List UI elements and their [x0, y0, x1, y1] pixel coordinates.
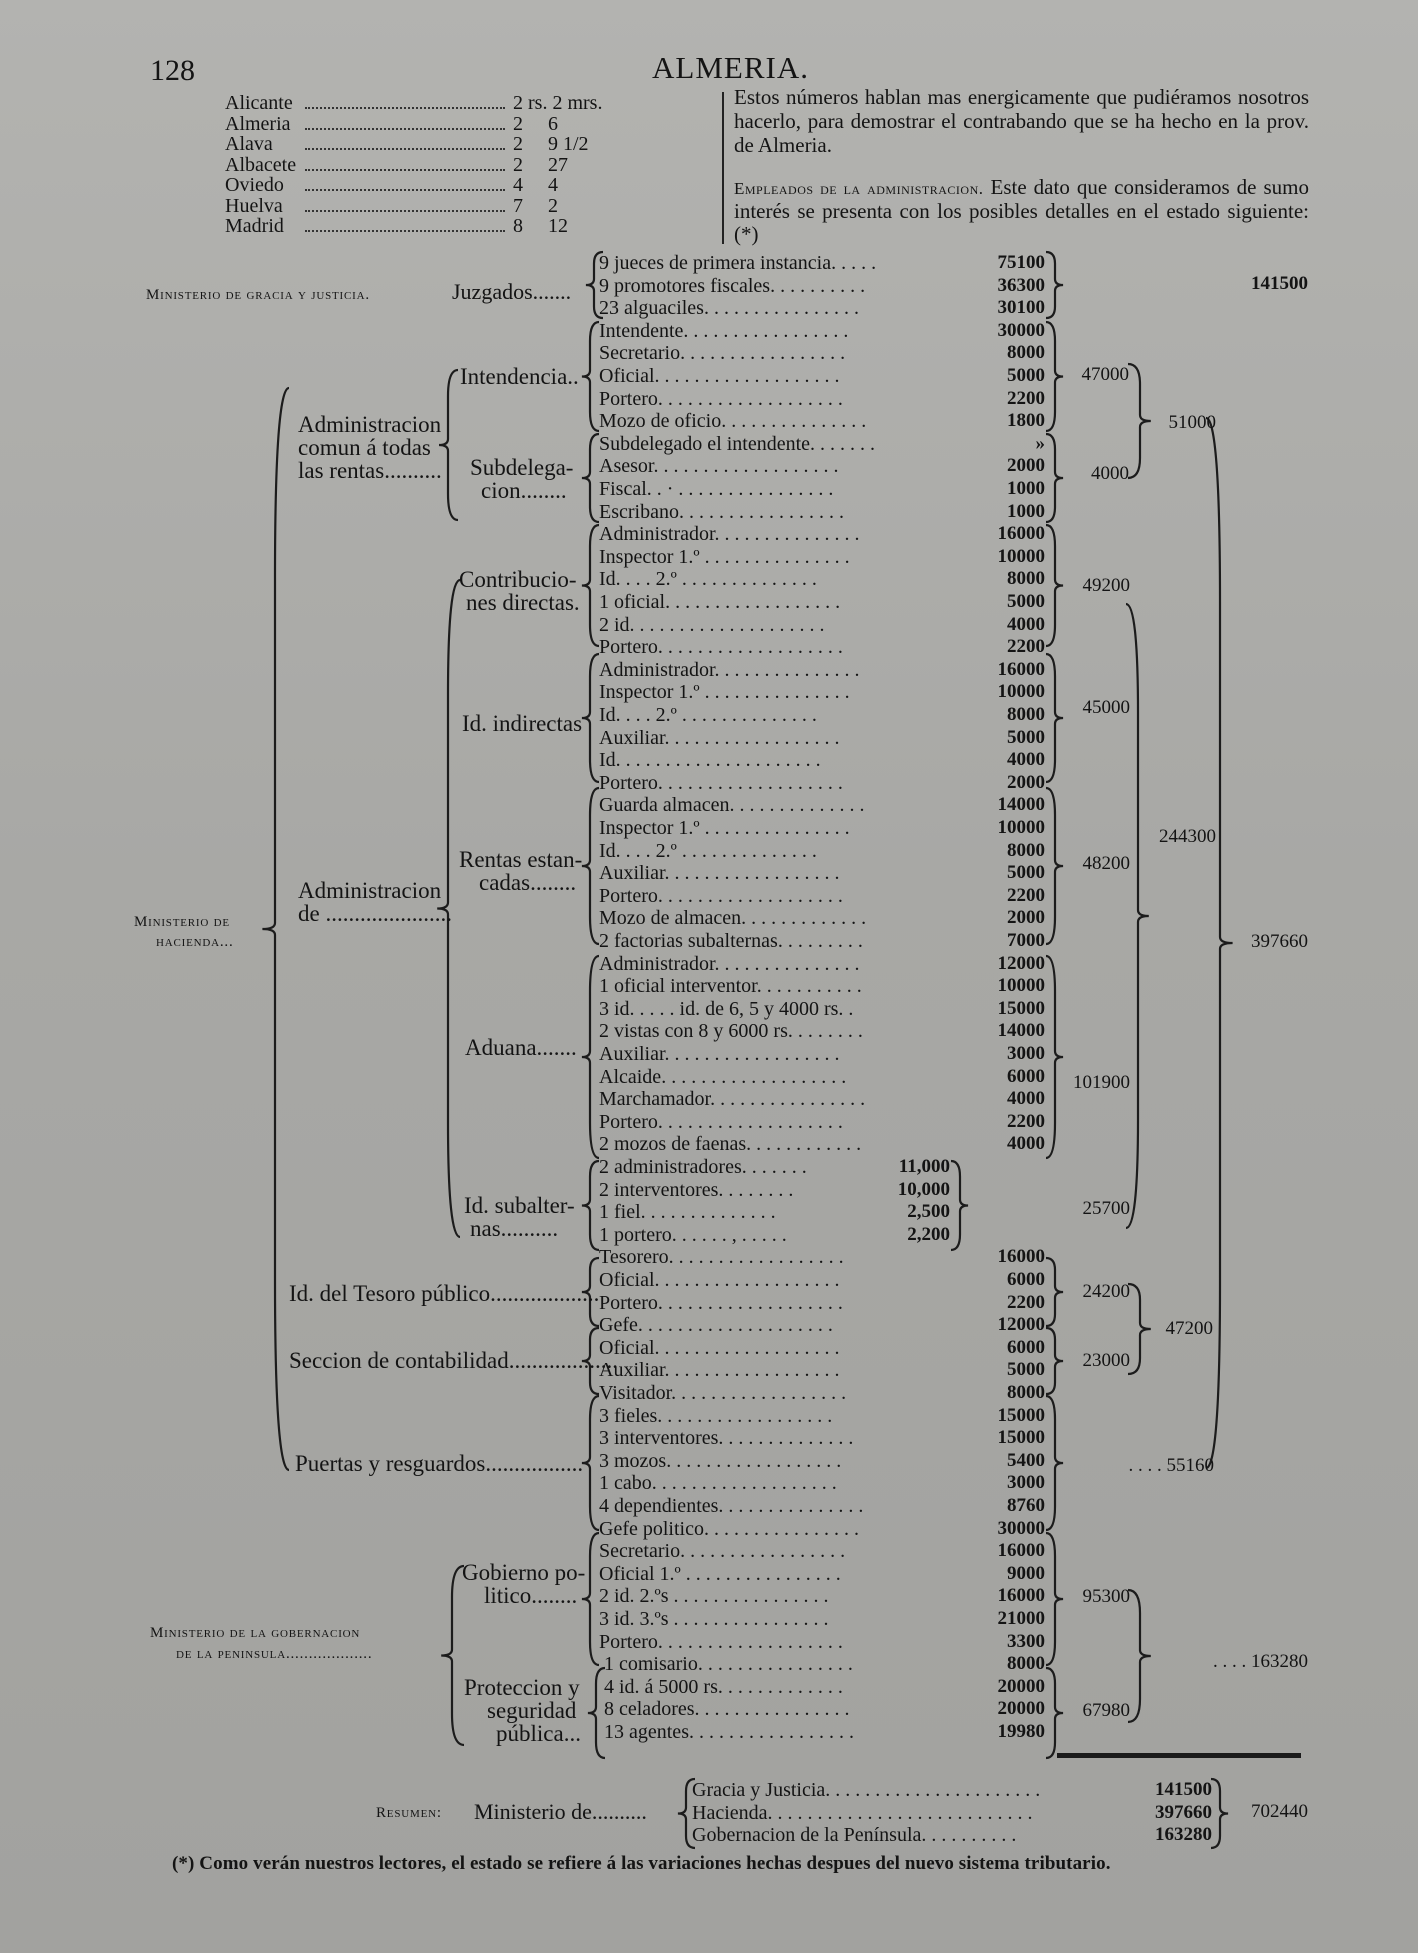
row-label: 1 oficial. . . . . . . . . . . . . . . . . . [599, 591, 841, 613]
row-label: Fiscal. . · . . . . . . . . . . . . . . . . [599, 478, 834, 500]
row-label: 1 portero. . . . . . , . . . . . [599, 1223, 787, 1246]
row-label: 1 fiel. . . . . . . . . . . . . . [599, 1201, 776, 1224]
row-value: 6000 [1007, 1269, 1045, 1290]
gobierno-line2: litico........ [484, 1583, 578, 1608]
aduana-label: Aduana....... [465, 1035, 577, 1060]
row-label: 2 factorias subalternas. . . . . . . . . [599, 930, 863, 952]
row-value: 2200 [1007, 1110, 1045, 1132]
subtotal-subdelegacion: 4000 [1091, 463, 1129, 484]
row-label: 9 jueces de primera instancia. . . . . [599, 252, 877, 274]
subtotal-puertas: . . . . 55160 [1128, 1455, 1214, 1476]
page-number: 128 [150, 54, 195, 87]
subtotal-contribuciones: 49200 [1082, 575, 1130, 596]
subtotal-indirectas: 45000 [1082, 697, 1130, 718]
row-value: 8000 [1007, 1653, 1045, 1675]
brace-indirectas [582, 654, 599, 782]
admin-de-line2: de ...................... [298, 901, 452, 926]
brace-aduana-r [1046, 956, 1063, 1158]
summary-rule [1057, 1753, 1301, 1758]
total-hacienda: 397660 [1251, 931, 1308, 952]
row-value: 4000 [1007, 1133, 1045, 1155]
brace-summary-r [1211, 1779, 1228, 1848]
subtotal-estancadas: 48200 [1082, 853, 1130, 874]
row-value: 2000 [1007, 771, 1045, 793]
brace-intendencia-r [1046, 322, 1063, 431]
brace-subdelegacion [582, 434, 599, 522]
row-value: 8000 [1007, 704, 1045, 725]
brace-proteccion [588, 1668, 605, 1758]
row-label: 3 fieles. . . . . . . . . . . . . . . . . . [599, 1404, 833, 1427]
brace-subalternas-r [951, 1161, 968, 1250]
brace-contribuciones [582, 525, 599, 646]
subtotal-proteccion: 67980 [1082, 1700, 1130, 1721]
row-value: 12000 [997, 1314, 1045, 1336]
row-label: Asesor. . . . . . . . . . . . . . . . . . . [599, 455, 839, 478]
indirectas-label: Id. indirectas [462, 711, 583, 736]
summary-total: 702440 [1251, 1801, 1308, 1822]
row-value: 10000 [997, 817, 1045, 838]
tesoro-label: Id. del Tesoro público................... [289, 1281, 600, 1306]
row-label: Inspector 1.º . . . . . . . . . . . . . . . [599, 545, 850, 568]
subtotal-tesoro: 24200 [1082, 1281, 1130, 1302]
admin-comun-line2: comun á todas [298, 435, 431, 460]
brace-intendencia [582, 322, 599, 431]
row-value: 16000 [997, 1585, 1045, 1607]
row-value: 9000 [1007, 1562, 1045, 1584]
brace-subdelegacion-r [1046, 434, 1063, 522]
row-label: Gefe. . . . . . . . . . . . . . . . . . . . [599, 1314, 833, 1337]
page-title: ALMERIA. [652, 50, 809, 85]
row-value: 15000 [997, 1404, 1045, 1426]
row-value: 1800 [1007, 410, 1045, 432]
row-label: 3 id. . . . . id. de 6, 5 y 4000 rs. . [599, 997, 854, 1020]
row-value: 11,000 [898, 1156, 950, 1177]
row-label: Gefe politico. . . . . . . . . . . . . . . . [599, 1517, 859, 1540]
row-value: 30100 [997, 297, 1045, 319]
brace-estancadas-r [1046, 788, 1063, 944]
price-value: 7 2 [513, 194, 558, 217]
subtotal-gobierno: 95300 [1082, 1586, 1130, 1607]
row-label: Auxiliar. . . . . . . . . . . . . . . . . . [599, 862, 840, 885]
row-value: 16000 [997, 1540, 1045, 1562]
row-label: 23 alguaciles. . . . . . . . . . . . . . . . [599, 297, 859, 320]
row-value: 3300 [1007, 1630, 1045, 1652]
row-label: 2 interventores. . . . . . . . [599, 1178, 794, 1201]
ministerio-gracia-label: Ministerio de gracia y justicia. [146, 287, 370, 303]
ministerio-gobernacion-line1: Ministerio de la gobernacion [150, 1625, 361, 1641]
summary-row [692, 1802, 1212, 1824]
proteccion-line1: Proteccion y [464, 1675, 580, 1700]
brace-hacienda [262, 388, 289, 1470]
row-value: 8760 [1007, 1495, 1045, 1516]
summary-row [692, 1824, 1212, 1846]
price-value: 2 9 1/2 [513, 133, 589, 155]
contabilidad-label: Seccion de contabilidad................... [289, 1348, 618, 1373]
row-value: 8000 [1007, 568, 1045, 590]
row-label: 3 interventores. . . . . . . . . . . . . . [599, 1427, 854, 1450]
row-label: 1 cabo. . . . . . . . . . . . . . . . . . . [599, 1472, 837, 1495]
row-label: Administrador. . . . . . . . . . . . . . . [599, 952, 860, 975]
row-value: 3000 [1007, 1472, 1045, 1494]
row-value: 16000 [997, 658, 1045, 680]
row-value: 2000 [1007, 907, 1045, 929]
row-label: Tesorero. . . . . . . . . . . . . . . . . . [599, 1246, 844, 1269]
brace-puertas [582, 1396, 599, 1530]
brace-juzgados-r [1046, 252, 1063, 318]
row-label: 3 id. 3.ºs . . . . . . . . . . . . . . . . [599, 1608, 829, 1630]
contribuciones-line2: nes directas. [466, 590, 580, 615]
row-label: Portero. . . . . . . . . . . . . . . . . . . [599, 884, 843, 907]
row-label: Id. . . . 2.º . . . . . . . . . . . . . . [599, 568, 817, 591]
row-label: 2 mozos de faenas. . . . . . . . . . . . [599, 1133, 862, 1156]
row-value: 5000 [1007, 862, 1045, 884]
row-label: Guarda almacen. . . . . . . . . . . . . . [599, 794, 865, 817]
row-label: 4 id. á 5000 rs. . . . . . . . . . . . . [604, 1675, 843, 1698]
subdelegacion-line2: cion........ [481, 478, 567, 503]
row-label: Portero. . . . . . . . . . . . . . . . . . . [599, 1630, 843, 1653]
row-label: 2 vistas con 8 y 6000 rs. . . . . . . . [599, 1020, 863, 1043]
row-value: 12000 [997, 952, 1045, 974]
price-value: 2 27 [513, 153, 568, 176]
summary-item-value: 163280 [1155, 1824, 1212, 1845]
employees-heading: Empleados de la administracion. [734, 179, 984, 198]
brace-proteccion-r [1046, 1668, 1063, 1758]
row-value: 30000 [997, 1517, 1045, 1539]
row-value: 2200 [1007, 884, 1045, 906]
price-province: Oviedo [225, 174, 284, 196]
row-label: 2 administradores. . . . . . . [599, 1156, 807, 1178]
admin-comun-line3: las rentas.......... [298, 458, 442, 483]
proteccion-line3: pública... [496, 1721, 581, 1746]
summary-item-name: Gobernacion de la Península. . . . . . . . . . [692, 1824, 1017, 1846]
row-value: 30000 [997, 319, 1045, 341]
admin-comun-line1: Administracion [298, 412, 442, 437]
subtotal-admin-de: 244300 [1159, 826, 1216, 847]
row-label: 1 comisario. . . . . . . . . . . . . . . . [604, 1653, 853, 1676]
ministerio-gobernacion-line2: de la peninsula................... [176, 1646, 373, 1662]
row-label: Oficial. . . . . . . . . . . . . . . . . . . [599, 365, 840, 387]
row-label: Portero. . . . . . . . . . . . . . . . . . . [599, 771, 843, 794]
row-label: 13 agentes. . . . . . . . . . . . . . . . . [604, 1721, 854, 1743]
row-label: Portero. . . . . . . . . . . . . . . . . . . [599, 1110, 843, 1133]
row-value: 4000 [1007, 1088, 1045, 1110]
row-label: Alcaide. . . . . . . . . . . . . . . . . . . [599, 1065, 847, 1088]
row-value: 16000 [997, 523, 1045, 545]
row-label: Id. . . . 2.º . . . . . . . . . . . . . . [599, 839, 817, 862]
price-value: 4 4 [513, 174, 558, 196]
row-value: 4000 [1007, 749, 1045, 771]
row-label: 3 mozos. . . . . . . . . . . . . . . . . . [599, 1449, 842, 1472]
total-gracia: 141500 [1251, 273, 1308, 294]
brace-contribuciones-r [1046, 525, 1063, 646]
row-label: Portero. . . . . . . . . . . . . . . . . . . [599, 636, 843, 659]
ministerio-hacienda-line1: Ministerio de [134, 914, 230, 930]
subalternas-line2: nas.......... [470, 1216, 559, 1241]
row-value: 2,500 [907, 1201, 950, 1223]
row-value: 20000 [997, 1698, 1045, 1720]
row-label: Portero. . . . . . . . . . . . . . . . . . . [599, 1291, 843, 1314]
estancadas-line1: Rentas estan- [459, 847, 583, 872]
row-label: Intendente. . . . . . . . . . . . . . . . . [599, 319, 849, 342]
row-value: 5400 [1007, 1449, 1045, 1471]
brace-indirectas-r [1046, 654, 1063, 782]
row-value: 4000 [1007, 613, 1045, 635]
summary-item-value: 397660 [1155, 1801, 1212, 1823]
proteccion-line2: seguridad [487, 1698, 577, 1723]
row-value: 75100 [997, 252, 1045, 273]
row-value: 7000 [1007, 930, 1045, 951]
row-label: Secretario. . . . . . . . . . . . . . . . . [599, 342, 846, 365]
row-label: 4 dependientes. . . . . . . . . . . . . . . [599, 1495, 864, 1517]
row-label: Administrador. . . . . . . . . . . . . . . [599, 658, 860, 681]
summary-label: Resumen: [376, 1805, 442, 1821]
row-value: 2200 [1007, 387, 1045, 409]
contraband-note: Estos números hablan mas energicamente que pudiéramos nosotros hacerlo, para demostrar el contrabando que se ha hecho en la prov. de Almeria. [734, 85, 1309, 157]
row-value: » [1035, 432, 1045, 454]
row-value: 14000 [997, 1020, 1045, 1042]
brace-tesoro-r [1046, 1258, 1063, 1326]
row-value: 8000 [1007, 1382, 1045, 1403]
row-value: 2,200 [907, 1223, 950, 1245]
puertas-label: Puertas y resguardos................. [295, 1451, 584, 1476]
row-label: Auxiliar. . . . . . . . . . . . . . . . . . [599, 1043, 840, 1065]
contribuciones-line1: Contribucio- [459, 567, 577, 592]
row-value: 1000 [1007, 478, 1045, 499]
row-value: 10000 [997, 545, 1045, 567]
row-label: Portero. . . . . . . . . . . . . . . . . . . [599, 387, 843, 410]
price-province: Alicante [225, 92, 293, 114]
row-value: 1000 [1007, 500, 1045, 522]
row-label: Oficial 1.º . . . . . . . . . . . . . . . . [599, 1562, 841, 1585]
row-value: 5000 [1007, 726, 1045, 748]
row-value: 6000 [1007, 1336, 1045, 1358]
brace-puertas-r [1046, 1396, 1063, 1530]
row-label: Visitador. . . . . . . . . . . . . . . . . . [599, 1382, 847, 1404]
brace-intend-sub [1128, 364, 1151, 478]
footnote: (*) Como verán nuestros lectores, el estado se refiere á las variaciones hechas despues del nuevo sistema tributario. [172, 1853, 1111, 1874]
brace-gobierno-r [1046, 1533, 1063, 1665]
row-value: 8000 [1007, 839, 1045, 861]
summary-item-name: Hacienda. . . . . . . . . . . . . . . . . . . . . . . . . . . [692, 1801, 1033, 1824]
row-label: Id. . . . 2.º . . . . . . . . . . . . . . [599, 704, 817, 726]
price-value: 8 12 [513, 215, 568, 237]
price-value: 2 6 [513, 112, 558, 135]
subalternas-line1: Id. subalter- [464, 1193, 575, 1218]
row-value: 2200 [1007, 636, 1045, 658]
subdelegacion-line1: Subdelega- [470, 455, 574, 480]
price-value: 2 rs. 2 mrs. [513, 92, 603, 114]
brace-aduana [582, 956, 599, 1158]
row-label: Mozo de almacen. . . . . . . . . . . . . [599, 907, 867, 930]
employees-text: Este dato que consideramos de sumo interés se presenta con los posibles detalles en el estado siguiente: (*) [734, 175, 1309, 246]
row-label: Mozo de oficio. . . . . . . . . . . . . . . [599, 410, 867, 433]
row-label: Subdelegado el intendente. . . . . . . [599, 432, 876, 455]
summary-ministry: Ministerio de.......... [474, 1799, 647, 1824]
row-label: Oficial. . . . . . . . . . . . . . . . . . . [599, 1269, 840, 1291]
subtotal-intendencia: 47000 [1081, 364, 1129, 385]
row-label: Oficial. . . . . . . . . . . . . . . . . . . [599, 1336, 840, 1359]
brace-estancadas [582, 788, 599, 944]
estancadas-line2: cadas........ [479, 870, 577, 895]
price-province: Alava [225, 133, 273, 155]
juzgados-label: Juzgados....... [452, 279, 572, 304]
row-label: Inspector 1.º . . . . . . . . . . . . . . . [599, 817, 850, 839]
brace-juzgados [586, 252, 603, 318]
brace-admin-comun [439, 370, 458, 520]
row-label: Administrador. . . . . . . . . . . . . . . [599, 523, 860, 546]
summary-item-name: Gracia y Justicia. . . . . . . . . . . . . . . . . . . . . . [692, 1779, 1041, 1801]
subtotal-admin-comun: 51000 [1168, 412, 1216, 433]
row-value: 6000 [1007, 1065, 1045, 1087]
row-label: Escribano. . . . . . . . . . . . . . . . . [599, 500, 844, 523]
row-label: 1 oficial interventor. . . . . . . . . . . [599, 975, 862, 998]
row-label: 8 celadores. . . . . . . . . . . . . . . . [604, 1698, 850, 1721]
subtotal-aduana: 101900 [1073, 1072, 1130, 1093]
row-value: 14000 [997, 794, 1045, 816]
row-label: 2 id. 2.ºs . . . . . . . . . . . . . . . . [599, 1585, 829, 1608]
row-value: 19980 [997, 1721, 1045, 1742]
brace-subalternas [582, 1161, 599, 1250]
row-value: 15000 [997, 1427, 1045, 1449]
row-value: 21000 [997, 1608, 1045, 1629]
admin-de-line1: Administracion [298, 878, 442, 903]
row-value: 5000 [1007, 1359, 1045, 1381]
price-province: Huelva [225, 194, 283, 217]
row-label: Auxiliar. . . . . . . . . . . . . . . . . . [599, 726, 840, 749]
price-province: Albacete [225, 153, 297, 176]
row-label: 9 promotores fiscales. . . . . . . . . . [599, 274, 866, 297]
row-value: 10,000 [897, 1178, 950, 1200]
price-province: Almeria [225, 112, 291, 135]
row-value: 2200 [1007, 1291, 1045, 1313]
subtotal-contabilidad: 23000 [1082, 1350, 1130, 1371]
row-label: Marchamador. . . . . . . . . . . . . . . . [599, 1088, 866, 1111]
brace-contabilidad-r [1046, 1328, 1063, 1394]
intendencia-label: Intendencia.. [460, 364, 579, 389]
row-label: Secretario. . . . . . . . . . . . . . . . . [599, 1540, 846, 1563]
row-value: 2000 [1007, 455, 1045, 477]
row-label: Auxiliar. . . . . . . . . . . . . . . . . . [599, 1359, 840, 1382]
row-value: 20000 [997, 1675, 1045, 1697]
subtotal-subalternas: 25700 [1082, 1198, 1130, 1219]
summary-item-value: 141500 [1155, 1779, 1212, 1800]
row-value: 8000 [1007, 342, 1045, 364]
row-value: 3000 [1007, 1043, 1045, 1064]
row-label: 2 id. . . . . . . . . . . . . . . . . . . . [599, 613, 825, 636]
gobierno-line1: Gobierno po- [462, 1560, 586, 1585]
subtotal-tesoro-contabilidad: 47200 [1165, 1318, 1213, 1339]
row-value: 10000 [997, 681, 1045, 703]
row-value: 15000 [997, 997, 1045, 1019]
row-value: 16000 [997, 1246, 1045, 1268]
row-value: 36300 [997, 274, 1045, 296]
brace-gobernacion [441, 1566, 464, 1745]
row-label: Id. . . . . . . . . . . . . . . . . . . . . [599, 749, 821, 772]
ministerio-hacienda-line2: hacienda... [156, 934, 234, 950]
row-label: Inspector 1.º . . . . . . . . . . . . . . . [599, 681, 850, 704]
row-value: 10000 [997, 975, 1045, 997]
brace-gobierno [582, 1533, 599, 1665]
price-province: Madrid [225, 215, 284, 237]
row-value: 5000 [1007, 591, 1045, 612]
row-value: 5000 [1007, 365, 1045, 386]
summary-row [692, 1779, 1212, 1801]
total-gobernacion: . . . . 163280 [1213, 1651, 1308, 1672]
